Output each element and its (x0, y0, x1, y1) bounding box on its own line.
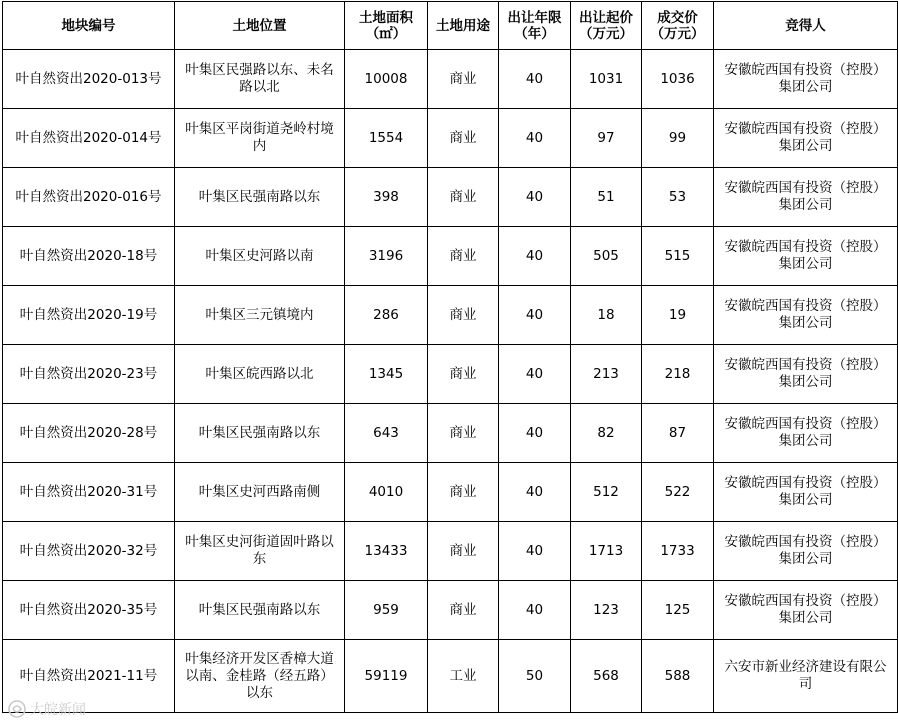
parcel-id-cell: 叶自然资出2020-23号 (3, 345, 175, 404)
area-cell: 10008 (345, 50, 428, 109)
area-cell: 1345 (345, 345, 428, 404)
parcel-id-cell: 叶自然资出2020-28号 (3, 404, 175, 463)
winner-cell: 安徽皖西国有投资（控股）集团公司 (714, 522, 898, 581)
start-price-cell: 82 (571, 404, 642, 463)
column-header (714, 2, 898, 50)
parcel-id-cell: 叶自然资出2020-32号 (3, 522, 175, 581)
parcel-id-cell: 叶自然资出2020-014号 (3, 109, 175, 168)
land-use-cell: 商业 (428, 463, 499, 522)
winner-cell: 安徽皖西国有投资（控股）集团公司 (714, 227, 898, 286)
location-cell: 叶集区三元镇境内 (175, 286, 345, 345)
location-cell: 叶集区民强南路以东 (175, 168, 345, 227)
location-cell: 叶集区民强南路以东 (175, 404, 345, 463)
table-row (3, 522, 898, 581)
term-cell: 40 (499, 109, 571, 168)
area-cell: 1554 (345, 109, 428, 168)
table-row (3, 109, 898, 168)
land-use-cell: 商业 (428, 168, 499, 227)
column-header (571, 2, 642, 50)
area-cell: 59119 (345, 640, 428, 713)
land-transaction-table (2, 1, 898, 713)
start-price-cell: 213 (571, 345, 642, 404)
start-price-cell: 1713 (571, 522, 642, 581)
winner-cell: 安徽皖西国有投资（控股）集团公司 (714, 50, 898, 109)
term-cell: 50 (499, 640, 571, 713)
land-use-cell: 商业 (428, 345, 499, 404)
winner-cell: 安徽皖西国有投资（控股）集团公司 (714, 345, 898, 404)
parcel-id-cell: 叶自然资出2020-013号 (3, 50, 175, 109)
winner-cell: 六安市新业经济建设有限公司 (714, 640, 898, 713)
winner-cell: 安徽皖西国有投资（控股）集团公司 (714, 286, 898, 345)
location-cell: 叶集区史河西路南侧 (175, 463, 345, 522)
start-price-cell: 97 (571, 109, 642, 168)
table-row (3, 404, 898, 463)
location-cell: 叶集区民强南路以东 (175, 581, 345, 640)
table-row (3, 286, 898, 345)
winner-cell: 安徽皖西国有投资（控股）集团公司 (714, 109, 898, 168)
term-cell: 40 (499, 345, 571, 404)
watermark-text: 大皖新闻 (30, 702, 86, 718)
table-row (3, 50, 898, 109)
deal-price-cell: 1036 (642, 50, 714, 109)
start-price-cell: 51 (571, 168, 642, 227)
location-cell: 叶集区平岗街道尧岭村境内 (175, 109, 345, 168)
area-cell: 13433 (345, 522, 428, 581)
deal-price-cell: 218 (642, 345, 714, 404)
parcel-id-cell: 叶自然资出2020-016号 (3, 168, 175, 227)
location-cell: 叶集经济开发区香樟大道以南、金桂路（经五路）以东 (175, 640, 345, 713)
deal-price-cell: 515 (642, 227, 714, 286)
deal-price-cell: 19 (642, 286, 714, 345)
table-row (3, 640, 898, 713)
term-cell: 40 (499, 50, 571, 109)
start-price-cell: 512 (571, 463, 642, 522)
deal-price-cell: 99 (642, 109, 714, 168)
start-price-cell: 18 (571, 286, 642, 345)
term-cell: 40 (499, 581, 571, 640)
land-use-cell: 商业 (428, 581, 499, 640)
start-price-cell: 568 (571, 640, 642, 713)
column-header-unit: （万元） (579, 25, 633, 42)
column-header-label: 成交价 (657, 9, 698, 26)
start-price-cell: 1031 (571, 50, 642, 109)
land-use-cell: 商业 (428, 227, 499, 286)
column-header (175, 2, 345, 50)
deal-price-cell: 53 (642, 168, 714, 227)
column-header-label: 土地面积 (359, 9, 413, 26)
table-row (3, 345, 898, 404)
location-cell: 叶集区史河街道固叶路以东 (175, 522, 345, 581)
location-cell: 叶集区民强路以东、未名路以北 (175, 50, 345, 109)
land-use-cell: 商业 (428, 286, 499, 345)
table-row (3, 227, 898, 286)
area-cell: 398 (345, 168, 428, 227)
location-cell: 叶集区皖西路以北 (175, 345, 345, 404)
area-cell: 643 (345, 404, 428, 463)
area-cell: 959 (345, 581, 428, 640)
land-use-cell: 商业 (428, 404, 499, 463)
parcel-id-cell: 叶自然资出2020-35号 (3, 581, 175, 640)
land-use-cell: 商业 (428, 50, 499, 109)
column-header-unit: （㎡） (365, 25, 407, 42)
deal-price-cell: 588 (642, 640, 714, 713)
column-header-label: 土地用途 (436, 17, 490, 34)
column-header (642, 2, 714, 50)
term-cell: 40 (499, 463, 571, 522)
land-use-cell: 商业 (428, 522, 499, 581)
column-header-unit: （年） (514, 25, 555, 42)
term-cell: 40 (499, 168, 571, 227)
column-header-label: 出让年限 (507, 9, 562, 26)
deal-price-cell: 522 (642, 463, 714, 522)
column-header (499, 2, 571, 50)
land-use-cell: 工业 (428, 640, 499, 713)
column-header-label: 出让起价 (579, 9, 633, 26)
parcel-id-cell: 叶自然资出2020-31号 (3, 463, 175, 522)
winner-cell: 安徽皖西国有投资（控股）集团公司 (714, 404, 898, 463)
term-cell: 40 (499, 522, 571, 581)
start-price-cell: 123 (571, 581, 642, 640)
column-header-label: 竞得人 (785, 17, 826, 34)
term-cell: 40 (499, 286, 571, 345)
column-header-label: 土地位置 (232, 17, 287, 34)
parcel-id-cell: 叶自然资出2020-19号 (3, 286, 175, 345)
area-cell: 286 (345, 286, 428, 345)
parcel-id-cell: 叶自然资出2021-11号 (3, 640, 175, 713)
table-body (3, 50, 898, 713)
area-cell: 3196 (345, 227, 428, 286)
winner-cell: 安徽皖西国有投资（控股）集团公司 (714, 168, 898, 227)
term-cell: 40 (499, 227, 571, 286)
land-use-cell: 商业 (428, 109, 499, 168)
parcel-id-cell: 叶自然资出2020-18号 (3, 227, 175, 286)
column-header (345, 2, 428, 50)
column-header (3, 2, 175, 50)
header-row (3, 2, 898, 50)
column-header-unit: （万元） (650, 25, 705, 42)
deal-price-cell: 125 (642, 581, 714, 640)
term-cell: 40 (499, 404, 571, 463)
table-row (3, 168, 898, 227)
winner-cell: 安徽皖西国有投资（控股）集团公司 (714, 463, 898, 522)
column-header-label: 地块编号 (61, 17, 116, 34)
column-header (428, 2, 499, 50)
location-cell: 叶集区史河路以南 (175, 227, 345, 286)
table-row (3, 581, 898, 640)
table-row (3, 463, 898, 522)
deal-price-cell: 1733 (642, 522, 714, 581)
area-cell: 4010 (345, 463, 428, 522)
start-price-cell: 505 (571, 227, 642, 286)
winner-cell: 安徽皖西国有投资（控股）集团公司 (714, 581, 898, 640)
deal-price-cell: 87 (642, 404, 714, 463)
